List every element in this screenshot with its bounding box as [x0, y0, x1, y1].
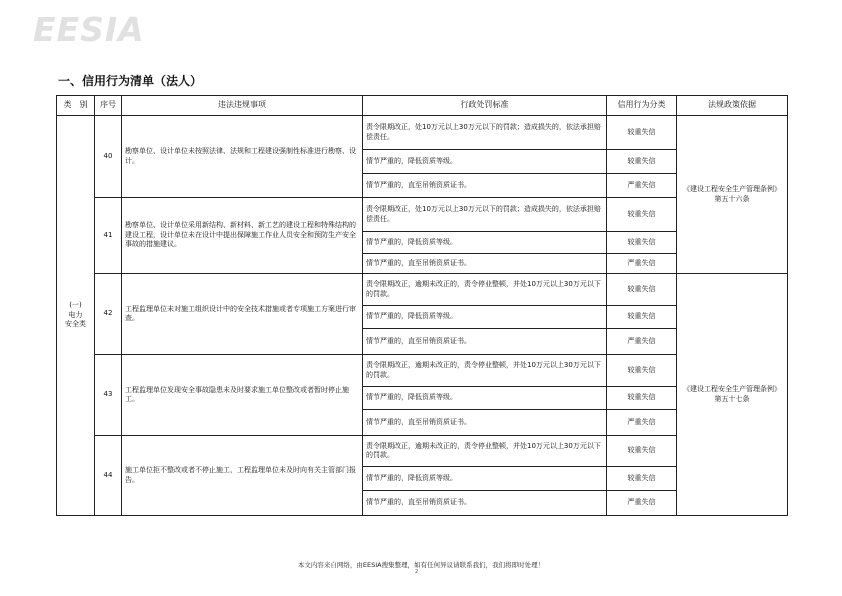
violation-text: 工程监理单位未对施工组织设计中的安全技术措施或者专项施工方案进行审查。 [122, 274, 363, 355]
header-violation: 违法违规事项 [122, 96, 363, 116]
credit-class: 较重失信 [607, 198, 677, 232]
item-number: 44 [95, 436, 122, 516]
credit-class: 严重失信 [607, 410, 677, 436]
item-number: 40 [95, 116, 122, 198]
legal-basis-cell: 《建设工程安全生产管理条例》第五十七条 [677, 274, 788, 516]
penalty-text: 情节严重的，直至吊销资质证书。 [363, 174, 607, 198]
penalty-text: 情节严重的，直至吊销资质证书。 [363, 491, 607, 516]
credit-class: 严重失信 [607, 174, 677, 198]
penalty-text: 情节严重的，降低资质等级。 [363, 306, 607, 329]
credit-class: 较重失信 [607, 306, 677, 329]
item-number: 41 [95, 198, 122, 274]
credit-class: 较重失信 [607, 232, 677, 254]
credit-class: 较重失信 [607, 436, 677, 467]
header-penalty: 行政处罚标准 [363, 96, 607, 116]
table-row [57, 116, 788, 150]
penalty-text: 责令限期改正，逾期未改正的，责令停业整顿，并处10万元以上30万元以下的罚款。 [363, 436, 607, 467]
penalty-text: 责令限期改正，处10万元以上30万元以下的罚款；造成损失的，依法承担赔偿责任。 [363, 116, 607, 150]
item-number: 43 [95, 355, 122, 436]
credit-class: 较重失信 [607, 116, 677, 150]
category-label-2: 电力 [68, 310, 83, 319]
penalty-text: 情节严重的，降低资质等级。 [363, 467, 607, 491]
penalty-text: 情节严重的，直至吊销资质证书。 [363, 329, 607, 355]
penalty-text: 责令限期改正，逾期未改正的，责令停业整顿，并处10万元以上30万元以下的罚款。 [363, 355, 607, 387]
category-label-3: 安全类 [65, 320, 86, 329]
violation-text: 工程监理单位发现安全事故隐患未及时要求施工单位整改或者暂时停止施工。 [122, 355, 363, 436]
header-legal-basis: 法规政策依据 [677, 96, 788, 116]
page-number: 2 [415, 569, 419, 575]
legal-basis-cell: 《建设工程安全生产管理条例》第五十六条 [677, 116, 788, 274]
violation-text: 勘察单位、设计单位未按照法律、法规和工程建设强制性标准进行勘察、设计。 [122, 116, 363, 198]
credit-class: 较重失信 [607, 355, 677, 387]
category-label-1: (一) [69, 301, 82, 310]
violation-text: 施工单位拒不整改或者不停止施工，工程监理单位未及时向有关主管部门报告。 [122, 436, 363, 516]
credit-class: 严重失信 [607, 329, 677, 355]
penalty-text: 情节严重的，直至吊销资质证书。 [363, 254, 607, 274]
category-cell [57, 116, 95, 516]
credit-class: 较重失信 [607, 387, 677, 410]
penalty-text: 情节严重的，降低资质等级。 [363, 150, 607, 174]
credit-class: 严重失信 [607, 491, 677, 516]
header-classification: 信用行为分类 [607, 96, 677, 116]
penalty-text: 情节严重的，直至吊销资质证书。 [363, 410, 607, 436]
violation-text: 勘察单位、设计单位采用新结构、新材料、新工艺的建设工程和特殊结构的建设工程，设计单位未在设计中提出保障施工作业人员安全和预防生产安全事故的措施建议。 [122, 198, 363, 274]
eesia-logo: EESIA [33, 10, 145, 49]
header-category: 类 别 [57, 96, 95, 116]
credit-class: 较重失信 [607, 467, 677, 491]
credit-behavior-table [56, 95, 788, 516]
credit-class: 严重失信 [607, 254, 677, 274]
header-number: 序号 [95, 96, 122, 116]
penalty-text: 责令限期改正，处10万元以上30万元以下的罚款；造成损失的，依法承担赔偿责任。 [363, 198, 607, 232]
item-number: 42 [95, 274, 122, 355]
section-title: 一、信用行为清单（法人） [58, 74, 203, 88]
table-row [57, 274, 788, 306]
credit-class: 较重失信 [607, 274, 677, 306]
penalty-text: 情节严重的，降低资质等级。 [363, 387, 607, 410]
credit-class: 较重失信 [607, 150, 677, 174]
penalty-text: 责令限期改正，逾期未改正的，责令停业整顿，并处10万元以上30万元以下的罚款。 [363, 274, 607, 306]
penalty-text: 情节严重的，降低资质等级。 [363, 232, 607, 254]
footer-disclaimer: 本文内容来自网络，由EESIA搜集整理，如有任何异议请联系我们，我们将即时处理！ [297, 561, 545, 569]
